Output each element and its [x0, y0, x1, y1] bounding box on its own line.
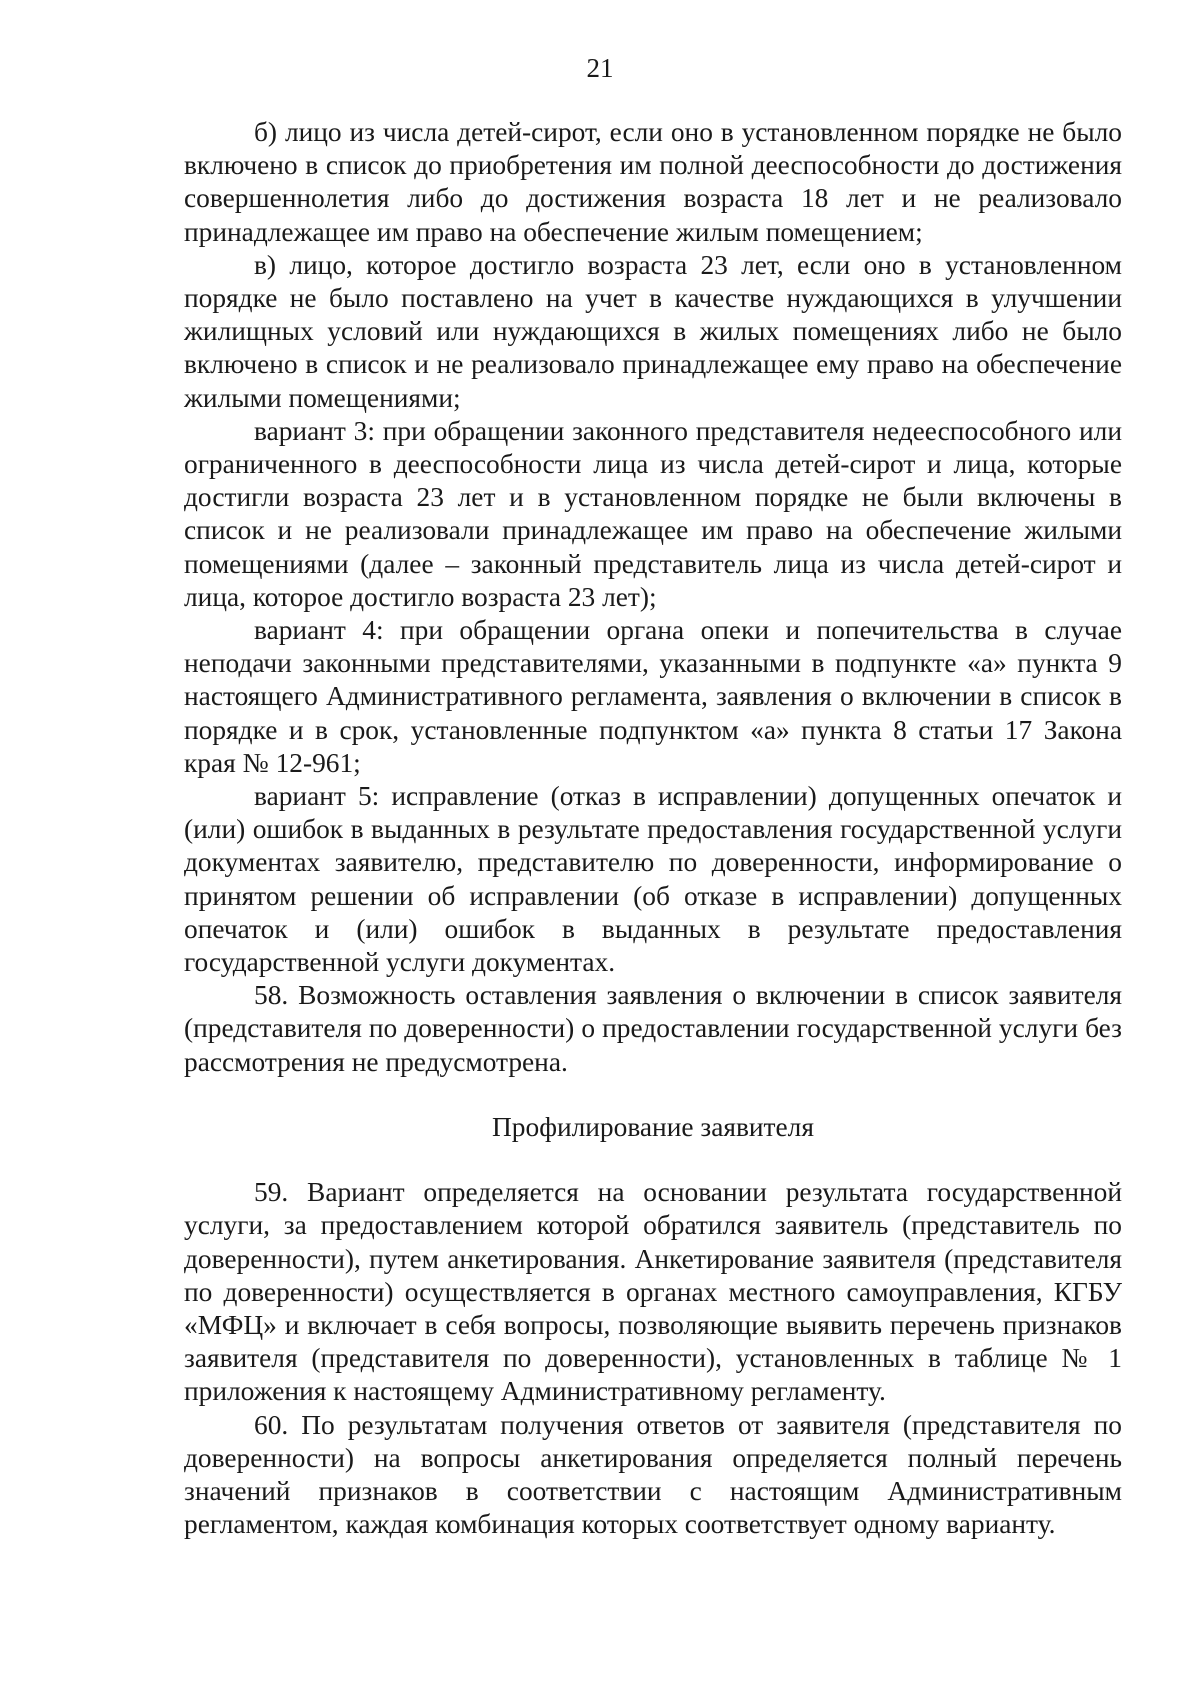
paragraph-59: 59. Вариант определяется на основании результата государственной услуги, за предоставлением которой обратился заявитель (представитель по доверенности), путем анкетирования. Анкетирование заявителя (представителя по доверенности) осуществляется в органах местного самоуправления, КГБУ «МФЦ» и включает в себя вопросы, позволяющие выявить перечень признаков заявителя (представителя по доверенности), установленных в таблице № 1 приложения к настоящему Административному регламенту. [184, 1177, 1122, 1407]
document-body [184, 116, 1122, 1541]
paragraph-subitem-v: в) лицо, которое достигло возраста 23 лет, если оно в установленном порядке не было поставлено на учет в качестве нуждающихся в улучшении жилищных условий или нуждающихся в жилых помещениях либо не было включено в список и не реализовало принадлежащее ему право на обеспечение жилыми помещениями; [184, 249, 1122, 413]
paragraph-58: 58. Возможность оставления заявления о включении в список заявителя (представителя по доверенности) о предоставлении государственной услуги без рассмотрения не предусмотрена. [184, 980, 1122, 1077]
paragraph-60: 60. По результатам получения ответов от заявителя (представителя по доверенности) на вопросы анкетирования определяется полный перечень значений признаков в соответствии с настоящим Административным регламентом, каждая комбинация которых соответствует одному варианту. [184, 1409, 1122, 1540]
paragraph-variant-4: вариант 4: при обращении органа опеки и попечительства в случае неподачи законными представителями, указанными в подпункте «а» пункта 9 настоящего Административного регламента, заявления о включении в список в порядке и в срок, установленные подпунктом «а» пункта 8 статьи 17 Закона края № 12-961; [184, 615, 1122, 778]
paragraph-variant-3: вариант 3: при обращении законного представителя недееспособного или ограниченного в дееспособности лица из числа детей-сирот и лица, которые достигли возраста 23 лет и в установленном порядке не были включены в список и не реализовали принадлежащее им право на обеспечение жилыми помещениями (далее – законный представитель лица из числа детей-сирот и лица, которое достигло возраста 23 лет); [184, 415, 1122, 612]
paragraph-variant-5: вариант 5: исправление (отказ в исправлении) допущенных опечаток и (или) ошибок в выданных в результате предоставления государственной услуги документах заявителю, представителю по доверенности, информирование о принятом решении об исправлении (об отказе в исправлении) допущенных опечаток и (или) ошибок в выданных в результате предоставления государственной услуги документах. [184, 781, 1122, 978]
page-number: 21 [586, 53, 614, 83]
section-title: Профилирование заявителя [492, 1111, 814, 1142]
paragraph-subitem-b: б) лицо из числа детей-сирот, если оно в установленном порядке не было включено в список до приобретения им полной дееспособности до достижения совершеннолетия либо до достижения возраста 18 лет и не реализовало принадлежащее им право на обеспечение жилым помещением; [184, 117, 1122, 247]
